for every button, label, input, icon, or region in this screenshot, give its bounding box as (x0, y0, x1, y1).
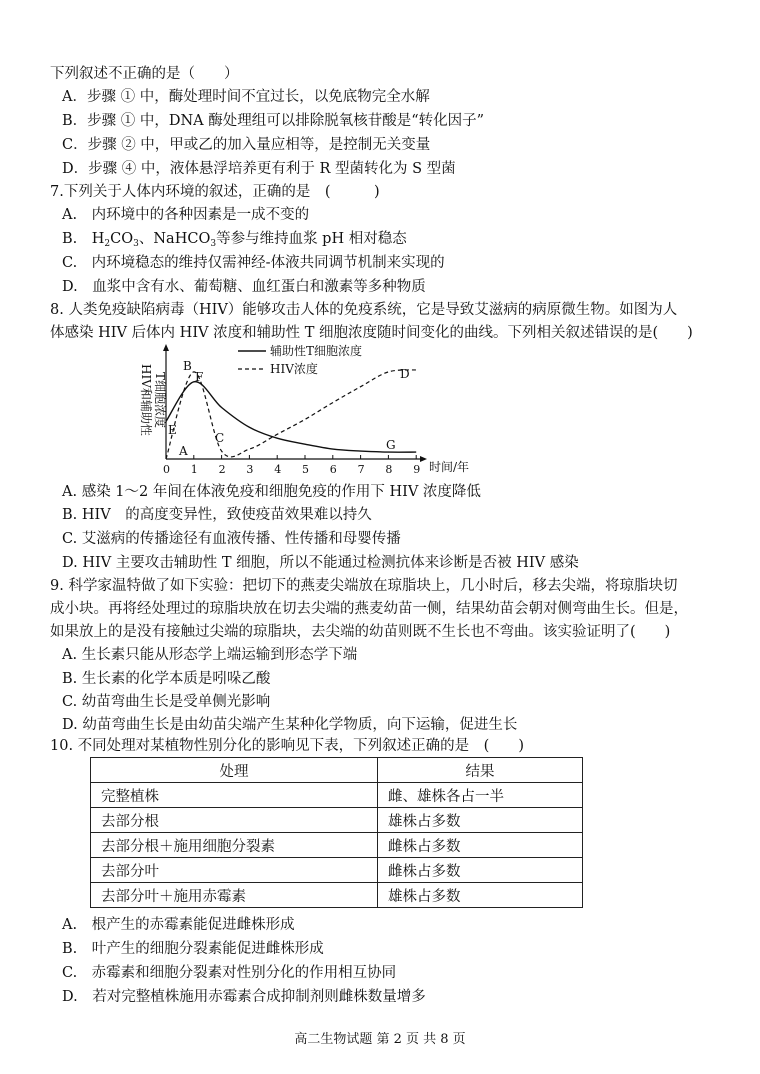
x-axis-arrow (420, 456, 427, 462)
table-row (91, 783, 583, 808)
q7-option-b-text: 、NaHCO (138, 231, 211, 247)
x-tick-label: 2 (218, 463, 226, 476)
series-hiv-line (166, 370, 416, 459)
q9-option-d[interactable]: D. 幼苗弯曲生长是由幼苗尖端产生某种化学物质，向下运输，促进生长 (62, 717, 518, 733)
y-axis-arrow (163, 344, 169, 351)
point-label-g: G (386, 438, 396, 452)
treatment-result-table (90, 757, 583, 908)
y-axis-label-line1: HIV和辅助性 (139, 364, 153, 436)
x-tick-label: 0 (163, 463, 170, 476)
q7-option-c[interactable]: C. 内环境稳态的维持仅需神经-体液共同调节机制来实现的 (62, 255, 445, 271)
q7-option-d[interactable]: D. 血浆中含有水、葡萄糖、血红蛋白和激素等多种物质 (62, 279, 426, 295)
table-cell: 雌株占多数 (378, 833, 583, 858)
q10-option-b[interactable]: B. 叶产生的细胞分裂素能促进雌株形成 (62, 941, 324, 957)
q6-option-a[interactable]: A．步骤 ① 中，酶处理时间不宜过长，以免底物完全水解 (62, 89, 430, 105)
point-label-e: E (168, 423, 177, 437)
x-tick-label: 5 (302, 463, 309, 476)
x-tick-label: 1 (190, 463, 198, 476)
table-header-cell: 处理 (91, 758, 378, 783)
point-label-f: F (195, 370, 204, 384)
table-cell: 去部分叶 (91, 858, 378, 883)
q9-stem-line1: 9. 科学家温特做了如下实验：把切下的燕麦尖端放在琼脂块上，几小时后，移去尖端，将琼脂块切 (50, 578, 678, 594)
page-footer: 高二生物试题 第 2 页 共 8 页 (294, 1032, 466, 1047)
x-tick-label: 9 (413, 463, 421, 476)
table-header-row (91, 758, 583, 783)
q7-stem: 7.下列关于人体内环境的叙述，正确的是 ( ) (50, 184, 380, 200)
table-cell: 雄株占多数 (378, 808, 583, 833)
q8-option-a[interactable]: A. 感染 1～2 年间在体液免疫和细胞免疫的作用下 HIV 浓度降低 (62, 484, 481, 500)
table-row (91, 808, 583, 833)
x-tick-label: 6 (329, 463, 337, 476)
q10-stem: 10. 不同处理对某植物性别分化的影响见下表，下列叙述正确的是 ( ) (50, 738, 524, 754)
hiv-chart (120, 338, 490, 480)
legend (238, 343, 362, 376)
q9-option-b[interactable]: B. 生长素的化学本质是吲哚乙酸 (62, 671, 271, 687)
point-label-d: D (400, 367, 410, 381)
point-label-b: B (183, 359, 192, 373)
q10-option-a[interactable]: A. 根产生的赤霉素能促进雌株形成 (62, 917, 295, 933)
q8-option-d[interactable]: D. HIV 主要攻击辅助性 T 细胞，所以不能通过检测抗体来诊断是否被 HIV 感染 (62, 555, 579, 571)
x-axis-ticks (163, 455, 420, 476)
table-row (91, 883, 583, 908)
x-tick-label: 3 (246, 463, 254, 476)
legend-hiv-label: HIV浓度 (270, 362, 318, 376)
table-row (91, 833, 583, 858)
table-cell: 雄株占多数 (378, 883, 583, 908)
q6-option-c[interactable]: C．步骤 ② 中，甲或乙的加入量应相等，是控制无关变量 (62, 137, 431, 153)
q8-stem-line1: 8. 人类免疫缺陷病毒（HIV）能够攻击人体的免疫系统，它是导致艾滋病的病原微生物。如图为人 (50, 302, 678, 318)
q6-option-d[interactable]: D．步骤 ④ 中，液体悬浮培养更有利于 R 型菌转化为 S 型菌 (62, 161, 456, 177)
q7-option-a[interactable]: A. 内环境中的各种因素是一成不变的 (62, 207, 310, 223)
x-tick-label: 4 (274, 463, 282, 476)
x-tick-label: 8 (385, 463, 393, 476)
point-label-a: A (179, 444, 188, 458)
q8-option-c[interactable]: C. 艾滋病的传播途径有血液传播、性传播和母婴传播 (62, 531, 401, 547)
table-cell: 去部分根＋施用细胞分裂素 (91, 833, 378, 858)
q6-option-b[interactable]: B．步骤 ① 中，DNA 酶处理组可以排除脱氧核苷酸是“转化因子” (62, 113, 485, 129)
legend-t-cell-label: 辅助性T细胞浓度 (270, 344, 363, 358)
q8-option-b[interactable]: B. HIV 的高度变异性，致使疫苗效果难以持久 (62, 507, 372, 523)
table-header-cell: 结果 (378, 758, 583, 783)
q9-stem-line3: 如果放上的是没有接触过尖端的琼脂块，去尖端的幼苗则既不生长也不弯曲。该实验证明了( ) (50, 624, 671, 640)
x-axis-label: 时间/年 (429, 460, 470, 474)
q9-option-a[interactable]: A. 生长素只能从形态学上端运输到形态学下端 (62, 647, 358, 663)
q7-option-b-text: B. H (62, 231, 105, 247)
q7-option-b[interactable] (62, 229, 407, 254)
q6-stem: 下列叙述不正确的是（ ） (50, 66, 239, 82)
q7-option-b-text: CO (110, 231, 134, 247)
table-cell: 雌株占多数 (378, 858, 583, 883)
subscript: 3 (133, 239, 139, 249)
q9-stem-line2: 成小块。再将经处理过的琼脂块放在切去尖端的燕麦幼苗一侧，结果幼苗会朝对侧弯曲生长。但是， (50, 601, 688, 617)
table-cell: 完整植株 (91, 783, 378, 808)
table-row (91, 858, 583, 883)
q7-option-b-text: 等参与维持血浆 pH 相对稳态 (216, 231, 407, 247)
y-axis-label (139, 364, 168, 436)
y-axis-label-line2: T细胞浓度 (153, 372, 167, 429)
q10-option-d[interactable]: D. 若对完整植株施用赤霉素合成抑制剂则雌株数量增多 (62, 989, 426, 1005)
point-label-c: C (215, 431, 225, 445)
table-cell: 雌、雄株各占一半 (378, 783, 583, 808)
q8-stem-line2: 体感染 HIV 后体内 HIV 浓度和辅助性 T 细胞浓度随时间变化的曲线。下列相关叙述错误的是( ) (50, 325, 693, 341)
x-tick-label: 7 (357, 463, 365, 476)
subscript: 2 (104, 239, 111, 249)
q10-option-c[interactable]: C. 赤霉素和细胞分裂素对性别分化的作用相互协同 (62, 965, 397, 981)
table-cell: 去部分根 (91, 808, 378, 833)
table-cell: 去部分叶＋施用赤霉素 (91, 883, 378, 908)
subscript: 3 (210, 239, 217, 249)
q9-option-c[interactable]: C. 幼苗弯曲生长是受单侧光影响 (62, 694, 271, 710)
